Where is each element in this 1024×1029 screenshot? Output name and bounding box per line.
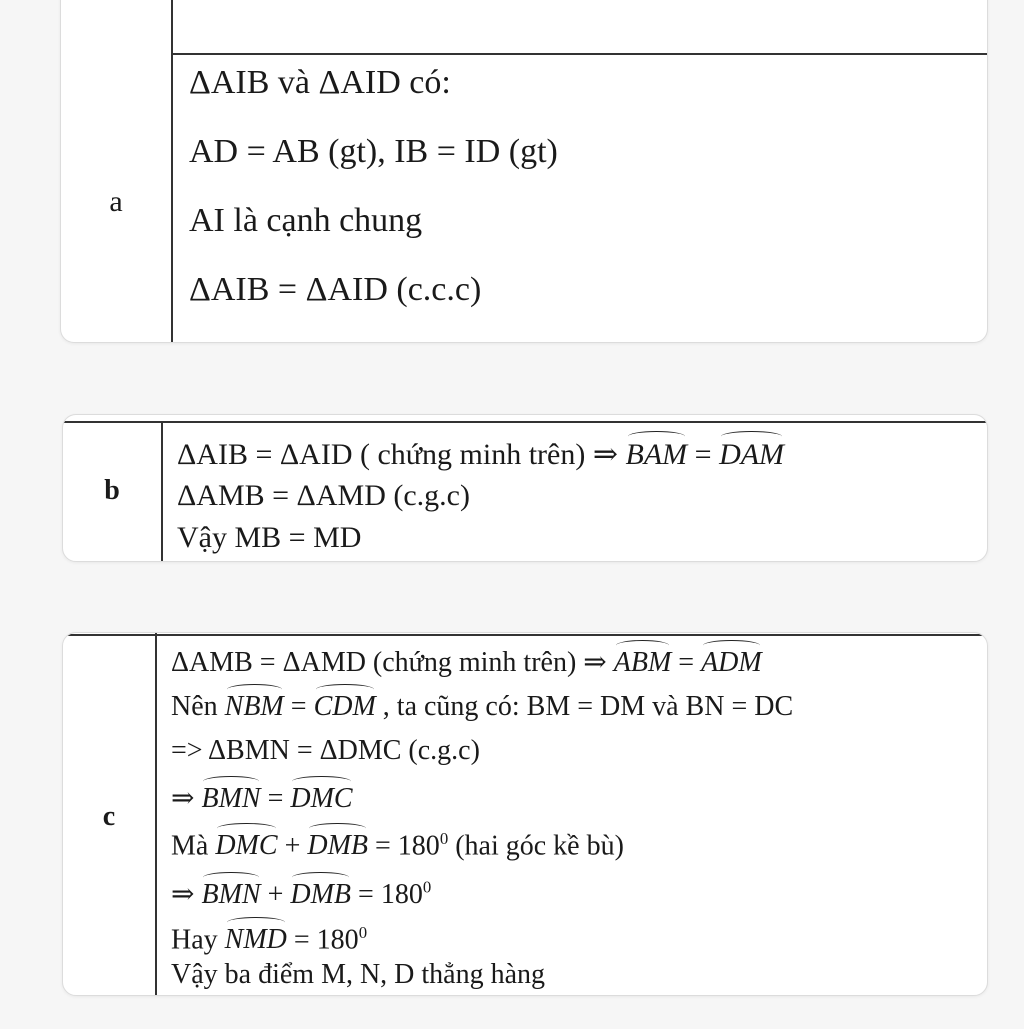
- part-c-line-5-eq: = 180: [368, 830, 440, 862]
- part-a-line-3: AI là cạnh chung: [189, 202, 423, 239]
- part-b-line-1-eq: =: [687, 438, 720, 471]
- part-c-line-8: Vậy ba điểm M, N, D thẳng hàng: [171, 959, 546, 990]
- part-a-line-2: AD = AB (gt), IB = ID (gt): [189, 133, 558, 170]
- part-c-label-cell: [63, 633, 157, 995]
- part-a-line-1: ΔAIB và ΔAID có:: [189, 64, 451, 101]
- part-b-line-1-text: ΔAIB = ΔAID ( chứng minh trên) ⇒: [177, 438, 626, 471]
- degree-mark: 0: [358, 923, 368, 942]
- angle-abm: ABM: [613, 647, 672, 678]
- angle-bam: BAM: [625, 438, 688, 471]
- angle-dam: DAM: [719, 438, 785, 471]
- part-b-label: b: [104, 475, 120, 506]
- angle-nbm: NBM: [224, 691, 284, 722]
- part-a-label: a: [109, 185, 123, 218]
- part-c-line-3: => ΔBMN = ΔDMC (c.g.c): [171, 735, 480, 766]
- part-c-line-2-pre: Nên: [171, 691, 225, 722]
- part-c-line-6: [171, 877, 431, 911]
- part-c-line-5: [171, 829, 624, 862]
- part-b-line-3: Vậy MB = MD: [177, 521, 362, 554]
- part-c-line-2: [171, 691, 793, 723]
- part-b-line-1: [177, 437, 784, 472]
- part-c-line-6-plus: +: [260, 879, 291, 910]
- part-c-line-5-post: (hai góc kề bù): [448, 830, 624, 862]
- degree-mark: 0: [422, 877, 432, 897]
- angle-dmb: DMB: [307, 830, 369, 862]
- part-c-line-6-eq: = 180: [351, 879, 423, 910]
- part-c-line-5-pre: Mà: [171, 830, 216, 862]
- part-b-body: [163, 421, 987, 561]
- part-c-line-4: [171, 781, 353, 815]
- part-b-label-cell: [63, 421, 163, 561]
- degree-mark: 0: [439, 829, 449, 848]
- part-b-line-2: ΔAMB = ΔAMD (c.g.c): [177, 479, 470, 512]
- angle-bmn-2: BMN: [201, 879, 261, 910]
- part-c-line-6-pre: ⇒: [171, 879, 202, 910]
- angle-nmd: NMD: [224, 924, 287, 956]
- part-a-body: [173, 0, 987, 342]
- part-a-card: [60, 0, 988, 343]
- part-c-line-1: [171, 645, 762, 679]
- part-c-line-4-pre: ⇒: [171, 783, 202, 814]
- part-c-label: c: [102, 801, 116, 832]
- part-c-body: [157, 633, 987, 995]
- part-c-line-1-eq: =: [671, 647, 702, 678]
- part-c-line-7: [171, 923, 367, 956]
- angle-adm: ADM: [701, 647, 762, 678]
- part-a-line-4: ΔAIB = ΔAID (c.c.c): [189, 271, 482, 308]
- part-b-card: [62, 414, 988, 562]
- part-c-line-1-text: ΔAMB = ΔAMD (chứng minh trên) ⇒: [171, 647, 614, 678]
- part-c-card: [62, 632, 988, 996]
- part-c-line-7-pre: Hay: [171, 924, 225, 956]
- part-c-line-5-plus: +: [277, 830, 308, 862]
- part-a-top-border: [173, 53, 987, 55]
- part-c-line-2-eq: =: [283, 691, 314, 722]
- part-c-line-2-post: , ta cũng có: BM = DM và BN = DC: [375, 691, 794, 722]
- angle-dmb-2: DMB: [290, 879, 352, 910]
- part-c-line-4-eq: =: [260, 783, 291, 814]
- part-c-line-7-eq: = 180: [286, 924, 359, 956]
- part-a-label-cell: [61, 0, 173, 342]
- angle-bmn: BMN: [201, 783, 261, 814]
- angle-dmc-2: DMC: [215, 830, 278, 862]
- angle-dmc: DMC: [290, 783, 353, 814]
- angle-cdm: CDM: [313, 691, 376, 722]
